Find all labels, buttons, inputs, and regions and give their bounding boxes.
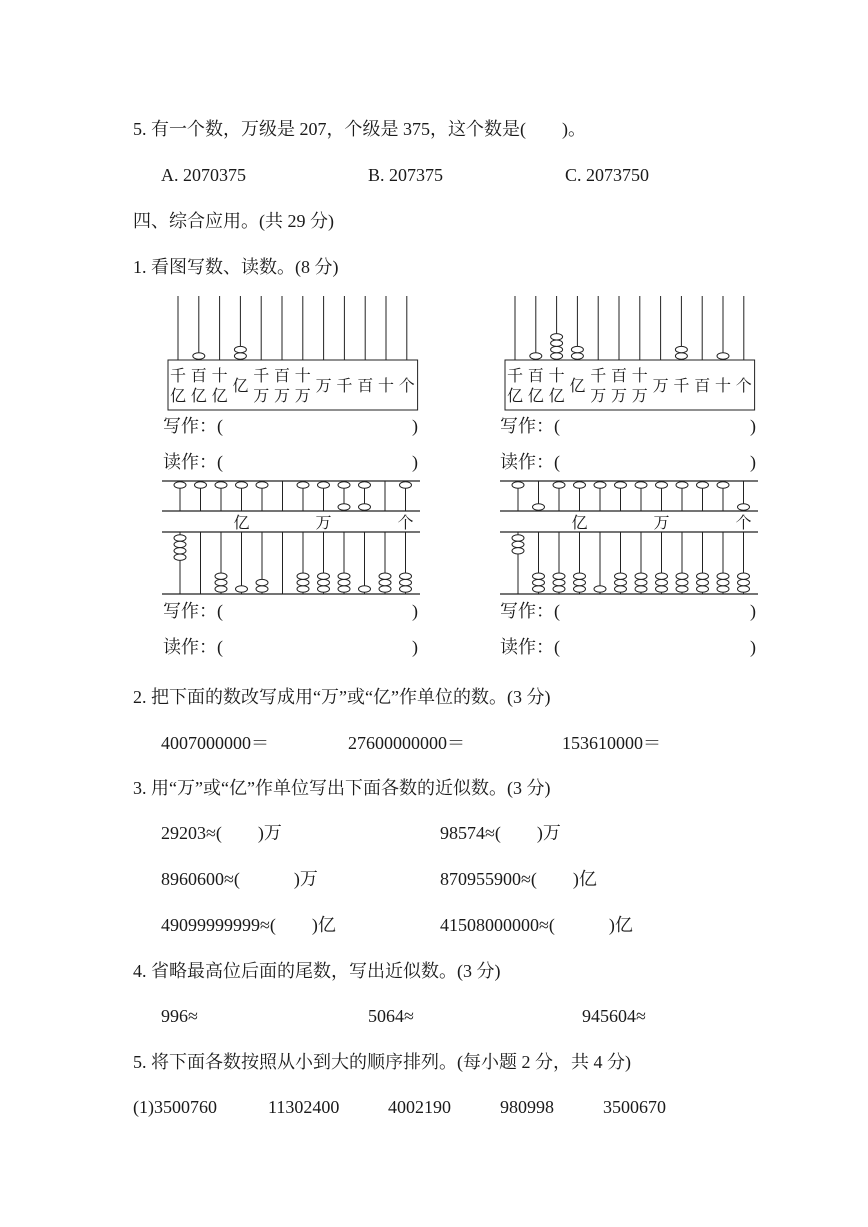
upper-bead-counted <box>738 504 750 510</box>
q5b-num-3: 4002190 <box>388 1097 451 1117</box>
lower-bead <box>379 573 391 579</box>
lower-bead <box>512 548 524 554</box>
upper-bead <box>174 482 186 488</box>
close-paren-2: ) <box>412 452 418 472</box>
lower-bead <box>697 573 709 579</box>
lower-bead <box>174 541 186 547</box>
close-paren-6: ) <box>412 637 418 657</box>
lower-bead <box>615 586 627 592</box>
lower-bead <box>318 573 330 579</box>
upper-bead <box>717 482 729 488</box>
lower-bead <box>256 586 268 592</box>
upper-bead <box>656 482 668 488</box>
close-paren-5: ) <box>412 601 418 621</box>
lower-bead <box>215 579 227 585</box>
unit-label: 亿 <box>569 378 586 395</box>
write-label-4: 写作：( <box>500 601 560 621</box>
abacus-bead <box>551 340 563 346</box>
lower-bead <box>635 573 647 579</box>
lower-bead <box>297 573 309 579</box>
option-c[interactable]: C. 2073750 <box>565 165 650 185</box>
lower-bead <box>256 579 268 585</box>
lower-bead <box>574 586 586 592</box>
unit-label: 十 <box>631 368 648 385</box>
lower-bead <box>338 573 350 579</box>
close-paren-3: ) <box>750 416 756 436</box>
write-label-3: 写作：( <box>163 601 223 621</box>
upper-bead <box>512 482 524 488</box>
upper-bead <box>594 482 606 488</box>
upper-bead <box>256 482 268 488</box>
question-3-heading: 3. 用“万”或“亿”作单位写出下面各数的近似数。(3 分) <box>133 778 551 798</box>
q4-item-3: 945604≈ <box>582 1006 646 1026</box>
unit-label: 十 <box>211 368 228 385</box>
close-paren-4: ) <box>750 452 756 472</box>
q2-item-2: 27600000000＝ <box>348 733 465 753</box>
unit-label: 十 <box>548 368 565 385</box>
unit-label: 百 <box>357 378 374 395</box>
q3-item-3: 8960600≈( )万 <box>161 869 318 889</box>
lower-bead <box>553 579 565 585</box>
q2-item-3: 153610000＝ <box>562 733 661 753</box>
lower-bead <box>717 579 729 585</box>
lower-bead <box>553 586 565 592</box>
lower-bead <box>400 573 412 579</box>
lower-bead <box>676 586 688 592</box>
question-2-heading: 2. 把下面的数改写成用“万”或“亿”作单位的数。(3 分) <box>133 687 551 707</box>
lower-bead <box>717 573 729 579</box>
unit-label: 亿 <box>506 388 524 405</box>
unit-label: 亿 <box>527 388 544 405</box>
upper-bead-counted <box>338 504 350 510</box>
close-paren-7: ) <box>750 601 756 621</box>
upper-bead <box>553 482 565 488</box>
read-label-1: 读作：( <box>163 452 223 472</box>
upper-bead <box>297 482 309 488</box>
lower-bead <box>738 579 750 585</box>
q3-item-1: 29203≈( )万 <box>161 823 282 843</box>
unit-label: 千 <box>336 378 353 395</box>
abacus-bead <box>530 353 542 359</box>
unit-label: 个 <box>398 378 415 395</box>
unit-label: 亿 <box>169 388 187 405</box>
lower-bead <box>318 586 330 592</box>
unit-label: 万 <box>294 388 311 405</box>
unit-label: 百 <box>190 368 207 385</box>
close-paren-1: ) <box>412 416 418 436</box>
lower-bead <box>594 586 606 592</box>
upper-bead <box>400 482 412 488</box>
group-label: 亿 <box>571 515 588 532</box>
abacus-bead <box>193 353 205 359</box>
q5b-num-1: (1)3500760 <box>133 1097 217 1117</box>
lower-bead <box>574 573 586 579</box>
lower-bead <box>553 573 565 579</box>
unit-label: 万 <box>253 388 270 405</box>
lower-bead <box>533 573 545 579</box>
lower-bead <box>400 586 412 592</box>
unit-label: 百 <box>527 368 544 385</box>
lower-bead <box>379 579 391 585</box>
abacus-bead <box>571 346 583 352</box>
unit-label: 个 <box>735 378 752 395</box>
q3-item-5: 49099999999≈( )亿 <box>161 915 336 935</box>
lower-bead <box>236 586 248 592</box>
unit-label: 千 <box>169 368 187 385</box>
lower-bead <box>174 535 186 541</box>
lower-bead <box>174 554 186 560</box>
option-a[interactable]: A. 2070375 <box>161 165 246 185</box>
upper-bead <box>359 482 371 488</box>
q2-item-1: 4007000000＝ <box>161 733 269 753</box>
abacus-bead <box>551 346 563 352</box>
lower-bead <box>379 586 391 592</box>
question-5b-heading: 5. 将下面各数按照从小到大的顺序排列。(每小题 2 分，共 4 分) <box>133 1052 631 1072</box>
q3-item-2: 98574≈( )万 <box>440 823 561 843</box>
lower-bead <box>615 573 627 579</box>
group-label: 万 <box>653 515 670 532</box>
lower-bead <box>635 579 647 585</box>
lower-bead <box>297 586 309 592</box>
lower-bead <box>656 573 668 579</box>
write-label-1: 写作：( <box>163 416 223 436</box>
unit-label: 千 <box>673 378 690 395</box>
group-label: 个 <box>735 515 752 532</box>
unit-label: 千 <box>506 368 524 385</box>
upper-bead <box>236 482 248 488</box>
upper-bead <box>338 482 350 488</box>
question-5-text: 5. 有一个数，万级是 207，个级是 375，这个数是( )。 <box>133 119 586 139</box>
lower-bead <box>297 579 309 585</box>
lower-bead <box>318 579 330 585</box>
lower-bead <box>697 586 709 592</box>
upper-bead <box>318 482 330 488</box>
group-label: 万 <box>315 515 332 532</box>
unit-label: 千 <box>590 368 607 385</box>
lower-bead <box>338 586 350 592</box>
unit-label: 万 <box>652 378 669 395</box>
q4-item-1: 996≈ <box>161 1006 198 1026</box>
abacus-bead <box>717 353 729 359</box>
option-b[interactable]: B. 207375 <box>368 165 444 185</box>
unit-label: 百 <box>610 368 628 385</box>
lower-bead <box>215 573 227 579</box>
upper-bead-counted <box>359 504 371 510</box>
abacus-bead <box>551 334 563 340</box>
abacus-bead <box>234 346 246 352</box>
upper-bead <box>195 482 207 488</box>
unit-label: 百 <box>694 378 711 395</box>
lower-bead <box>738 586 750 592</box>
unit-label: 十 <box>377 378 395 395</box>
read-label-2: 读作：( <box>500 452 560 472</box>
lower-bead <box>400 579 412 585</box>
unit-label: 百 <box>273 368 291 385</box>
write-label-2: 写作：( <box>500 416 560 436</box>
abacus-bead <box>551 353 563 359</box>
unit-label: 亿 <box>190 388 207 405</box>
q5b-num-4: 980998 <box>500 1097 554 1117</box>
read-label-3: 读作：( <box>163 637 223 657</box>
lower-bead <box>359 586 371 592</box>
upper-bead <box>574 482 586 488</box>
lower-bead <box>215 586 227 592</box>
section-4-heading: 四、综合应用。(共 29 分) <box>133 211 334 231</box>
lower-bead <box>615 579 627 585</box>
q3-item-4: 870955900≈( )亿 <box>440 869 597 889</box>
lower-bead <box>676 579 688 585</box>
question-4-heading: 4. 省略最高位后面的尾数，写出近似数。(3 分) <box>133 961 501 981</box>
upper-bead <box>697 482 709 488</box>
unit-label: 千 <box>253 368 270 385</box>
question-1-heading: 1. 看图写数、读数。(8 分) <box>133 257 339 277</box>
upper-bead <box>215 482 227 488</box>
q5b-num-2: 11302400 <box>268 1097 340 1117</box>
lower-bead <box>533 586 545 592</box>
q4-item-2: 5064≈ <box>368 1006 414 1026</box>
group-label: 亿 <box>233 515 250 532</box>
abacus-bead <box>675 353 687 359</box>
lower-bead <box>635 586 647 592</box>
unit-label: 亿 <box>232 378 249 395</box>
lower-bead <box>738 573 750 579</box>
unit-label: 万 <box>610 388 628 405</box>
abacus-bead <box>571 353 583 359</box>
lower-bead <box>174 548 186 554</box>
close-paren-8: ) <box>750 637 756 657</box>
upper-bead-counted <box>533 504 545 510</box>
lower-bead <box>338 579 350 585</box>
lower-bead <box>676 573 688 579</box>
lower-bead <box>512 541 524 547</box>
lower-bead <box>717 586 729 592</box>
q5b-num-5: 3500670 <box>603 1097 666 1117</box>
unit-label: 万 <box>273 388 291 405</box>
lower-bead <box>512 535 524 541</box>
unit-label: 亿 <box>211 388 228 405</box>
unit-label: 十 <box>294 368 311 385</box>
lower-bead <box>574 579 586 585</box>
upper-bead <box>635 482 647 488</box>
upper-bead <box>676 482 688 488</box>
unit-label: 万 <box>590 388 607 405</box>
lower-bead <box>656 586 668 592</box>
lower-bead <box>697 579 709 585</box>
read-label-4: 读作：( <box>500 637 560 657</box>
abacus-bead <box>234 353 246 359</box>
lower-bead <box>656 579 668 585</box>
abacus-bead <box>675 346 687 352</box>
unit-label: 万 <box>631 388 648 405</box>
unit-label: 亿 <box>548 388 565 405</box>
unit-label: 万 <box>315 378 332 395</box>
q3-item-6: 41508000000≈( )亿 <box>440 915 633 935</box>
unit-label: 十 <box>714 378 732 395</box>
group-label: 个 <box>397 515 414 532</box>
upper-bead <box>615 482 627 488</box>
lower-bead <box>533 579 545 585</box>
